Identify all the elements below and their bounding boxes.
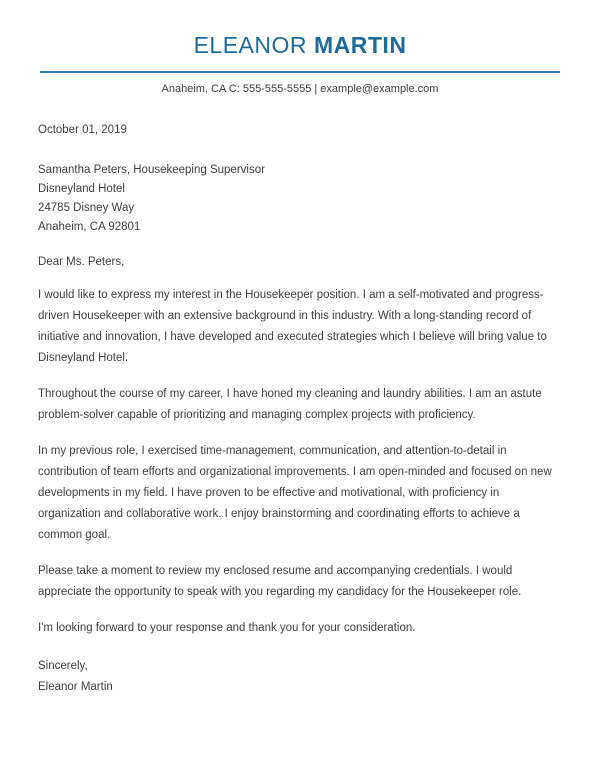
recipient-company: Disneyland Hotel xyxy=(38,183,125,195)
recipient-address xyxy=(38,161,560,237)
header-divider xyxy=(40,71,560,73)
body-paragraph: Throughout the course of my career, I have honed my cleaning and laundry abilities. I am an astute problem-solver capable of prioritizing and managing complex projects with proficiency. xyxy=(38,388,542,421)
signature-name: Eleanor Martin xyxy=(38,681,113,693)
body-paragraph: Please take a moment to review my enclosed resume and accompanying credentials. I would appreciate the opportunity to speak with you regarding my candidacy for the Housekeeper role. xyxy=(38,565,522,598)
body-paragraph: I would like to express my interest in the Housekeeper position. I am a self-motivated and progress-driven Housekeeper with an extensive background in this industry. With a long-standing record of initiative and innovation, I have developed and executed strategies which I believe will bring value to Disneyland Hotel. xyxy=(38,289,547,364)
letter-date: October 01, 2019 xyxy=(38,124,127,136)
salutation: Dear Ms. Peters, xyxy=(38,256,125,268)
last-name: MARTIN xyxy=(314,32,407,58)
recipient-city-state-zip: Anaheim, CA 92801 xyxy=(38,221,141,233)
closing: Sincerely, xyxy=(38,660,88,672)
body-paragraph: I'm looking forward to your response and thank you for your consideration. xyxy=(38,622,416,634)
recipient-street: 24785 Disney Way xyxy=(38,202,135,214)
page-title xyxy=(0,32,600,59)
body-paragraph: In my previous role, I exercised time-management, communication, and attention-to-detail in contribution of team efforts and organizational improvements. I am open-minded and focused on new developments in my field. I have proven to be effective and motivational, with proficiency in organization and collaborative work. I enjoy brainstorming and coordinating efforts to achieve a common goal. xyxy=(38,445,552,541)
first-name: ELEANOR xyxy=(193,32,307,58)
signature-block xyxy=(38,656,560,698)
recipient-name-title: Samantha Peters, Housekeeping Supervisor xyxy=(38,164,265,176)
letter-body xyxy=(0,123,600,698)
contact-line: Anaheim, CA C: 555-555-5555 | example@example.com xyxy=(161,83,439,95)
